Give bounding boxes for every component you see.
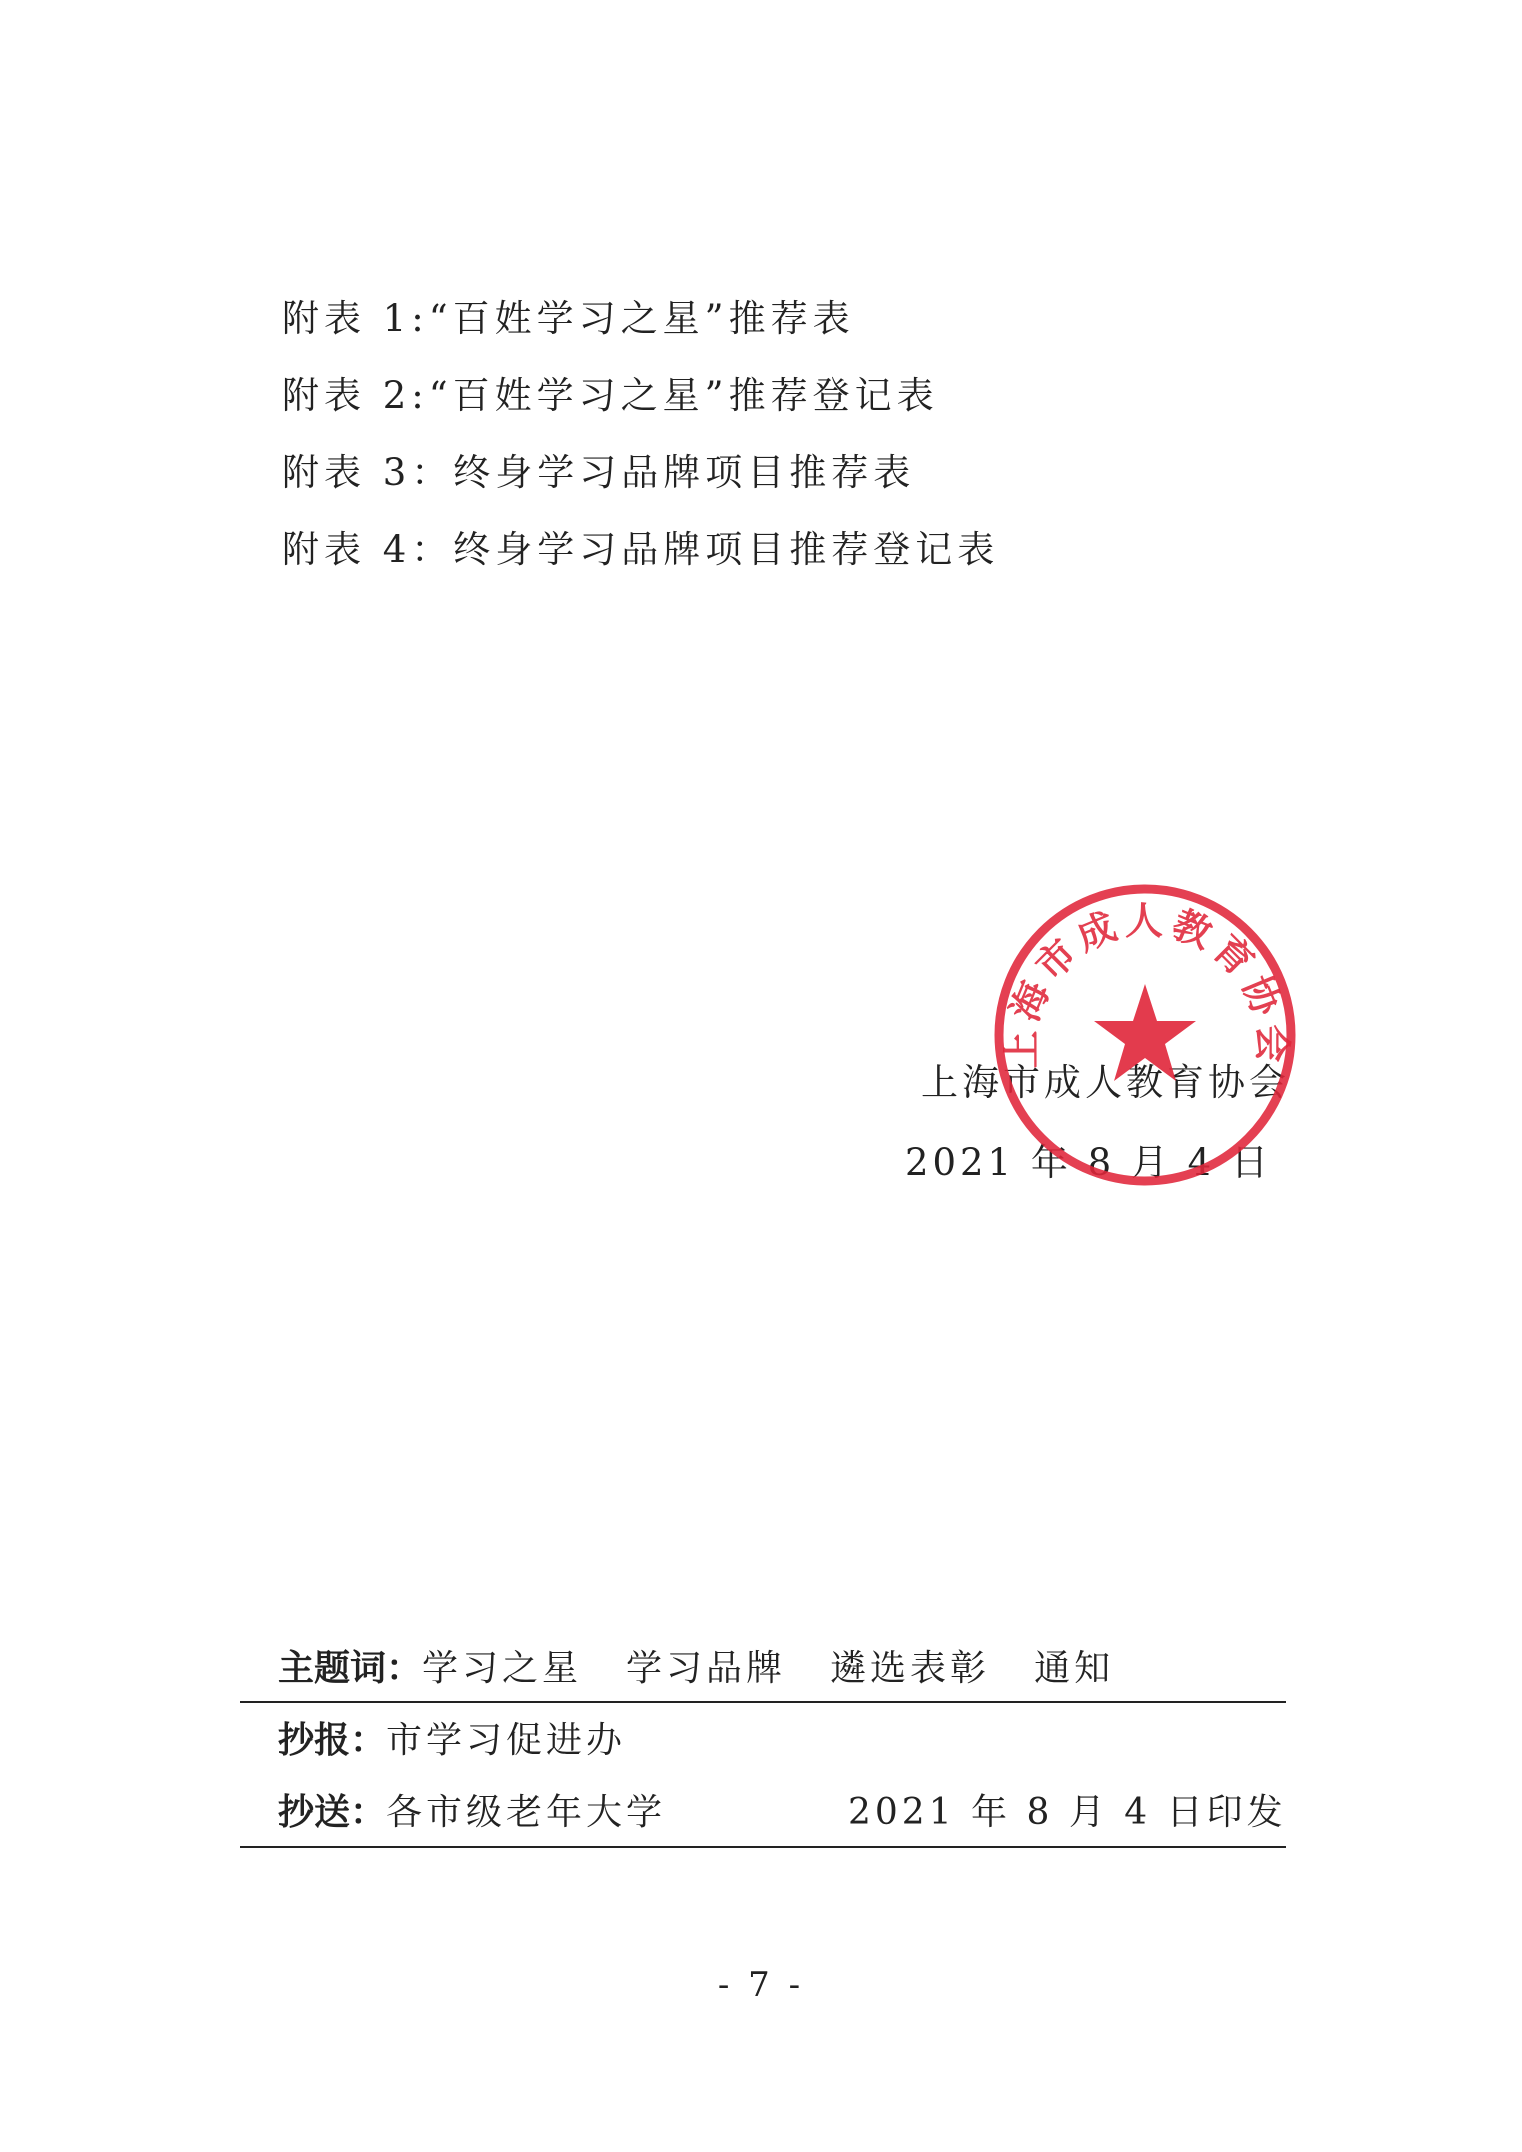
keyword: 学习品牌 [626, 1648, 787, 1689]
keywords-label: 主题词： [278, 1648, 423, 1689]
send-label: 抄送： [278, 1792, 387, 1833]
attachment-item: 附表 4：终身学习品牌项目推荐登记表 [282, 528, 1000, 571]
footer-divider [240, 1846, 1286, 1848]
attachment-list [282, 280, 999, 588]
page-number: - 7 - [717, 1965, 805, 2005]
keyword: 学习之星 [422, 1648, 583, 1689]
attachment-item: 附表 2:“百姓学习之星”推荐登记表 [282, 374, 939, 417]
seal-star [1094, 984, 1196, 1081]
report-label: 抄报： [278, 1720, 387, 1761]
send-row [278, 1784, 666, 1835]
footer-divider [240, 1701, 1286, 1703]
send-recipient: 各市级老年大学 [386, 1792, 667, 1833]
report-recipient: 市学习促进办 [386, 1720, 627, 1761]
report-row [278, 1712, 626, 1763]
signature-organization: 上海市成人教育协会 [921, 1061, 1290, 1104]
signature-date: 2021 年 8 月 4 日 [904, 1141, 1272, 1184]
attachment-item: 附表 3：终身学习品牌项目推荐表 [282, 451, 916, 494]
seal-text: 上海市成人教育协会 [999, 899, 1295, 1069]
keywords-row [278, 1640, 1114, 1691]
print-date: 2021 年 8 月 4 日印发 [848, 1792, 1287, 1833]
attachment-item: 附表 1:“百姓学习之星”推荐表 [282, 297, 855, 340]
official-seal-stamp [990, 880, 1300, 1190]
keyword: 遴选表彰 [830, 1648, 991, 1689]
keyword: 通知 [1034, 1648, 1115, 1689]
